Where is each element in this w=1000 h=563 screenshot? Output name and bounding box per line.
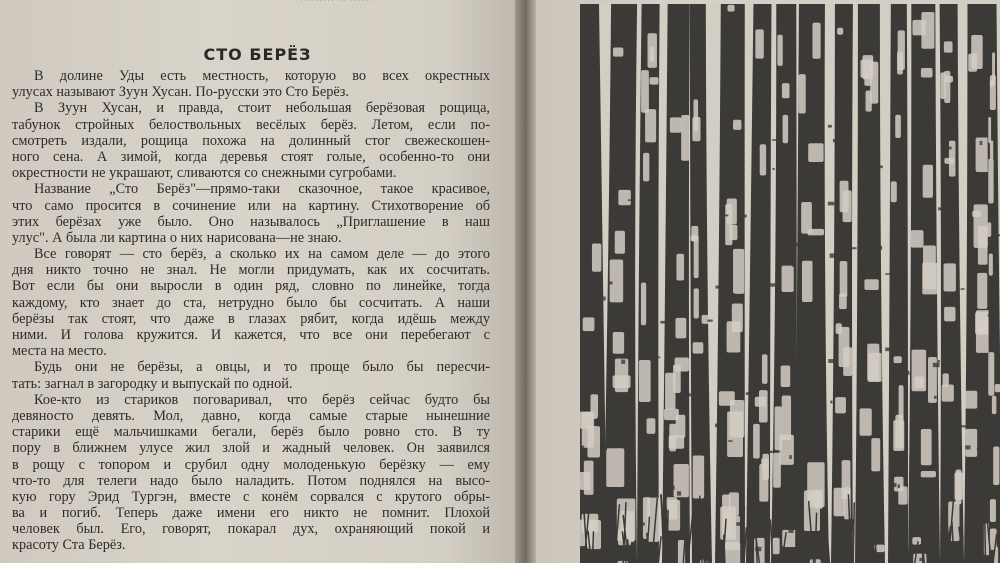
text-line: В Зуун Хусан, и правда, стоит небольшая берёзовая рощица,: [34, 100, 490, 117]
chapter-text: [12, 68, 490, 554]
text-line: в рощу с топором и срубил одну молоденькую берёзку — ему: [12, 456, 490, 473]
text-line: берёзы так стоят, что даже в глазах рябит, когда идёшь между: [12, 310, 490, 327]
text-line: места на место.: [12, 343, 107, 360]
birch-grove-illustration: [580, 4, 1000, 563]
text-line: Название „Сто Берёз"—прямо-таки сказочное, такое красивое,: [34, 181, 490, 198]
text-line: смотреть издали, рощица похожа на долинный стог свежескошен-: [12, 132, 490, 149]
text-line: красоту Ста Берёз.: [12, 537, 126, 554]
text-line: что-то для телеги надо было наладить. Потом поднялся на высо-: [12, 472, 490, 489]
text-line: Будь они не берёзы, а овцы, и то проще было бы пересчи-: [34, 359, 490, 376]
text-line: В долине Уды есть местность, которую во всех окрестных: [34, 68, 490, 84]
running-head: ········· ·· ······: [300, 0, 374, 6]
birch-woodcut-image: [580, 4, 1000, 563]
text-line: человек был. Его, говорят, покарал дух, охраняющий покой и: [12, 521, 490, 538]
text-line: улусах называют Зуун Хусан. По-русски это Сто Берёз.: [12, 84, 349, 101]
text-line: старики ещё мальчишками бегали, берёз было ровно сто. В ту: [12, 424, 490, 441]
text-line: этих берёзах уже было. Оно называлось „Приглашение в наш: [12, 213, 490, 230]
text-line: дня никто точно не знал. Не могли придумать, как их сосчитать.: [12, 262, 490, 279]
text-line: табунок стройных белоствольных весёлых берёз. Летом, если по-: [12, 116, 490, 133]
text-line: что само просится в сочинение или на картину. Стихотворение об: [12, 197, 490, 214]
text-line: кую гору Эрид Тургэн, вместе с конём сорвался с крутого обры-: [12, 488, 490, 505]
text-line: ними. И голова кружится. И кажется, что все они перебегают с: [12, 327, 490, 343]
text-line: улус". А была ли картина о них нарисована—не знаю.: [12, 229, 342, 246]
text-line: каждому, кто знает до ста, нетрудно было бы сосчитать. А наши: [12, 294, 490, 311]
text-line: Все говорят — сто берёз, а сколько их на самом деле — до этого: [34, 246, 490, 263]
text-line: ного сена. А зимой, когда деревья стоят голые, особенно-то они: [12, 148, 490, 165]
chapter-title: СТО БЕРЁЗ: [203, 45, 312, 64]
text-line: окрестности не украшают, сливаются со снежными сугробами.: [12, 165, 397, 182]
text-line: ва и погиб. Теперь даже имени его никто не помнит. Плохой: [12, 505, 490, 522]
text-line: тать: загнал в загородку и выпускай по одной.: [12, 375, 293, 392]
text-line: Кое-кто из стариков поговаривал, что берёз сейчас будто бы: [34, 391, 490, 408]
text-line: девяносто девять. Мол, давно, когда самые старые нынешние: [12, 407, 490, 424]
text-line: пору в ближнем улусе жил злой и жадный человек. Он заявился: [12, 440, 490, 457]
text-line: Вот если бы они выросли в один ряд, словно по линейке, тогда: [12, 278, 490, 295]
